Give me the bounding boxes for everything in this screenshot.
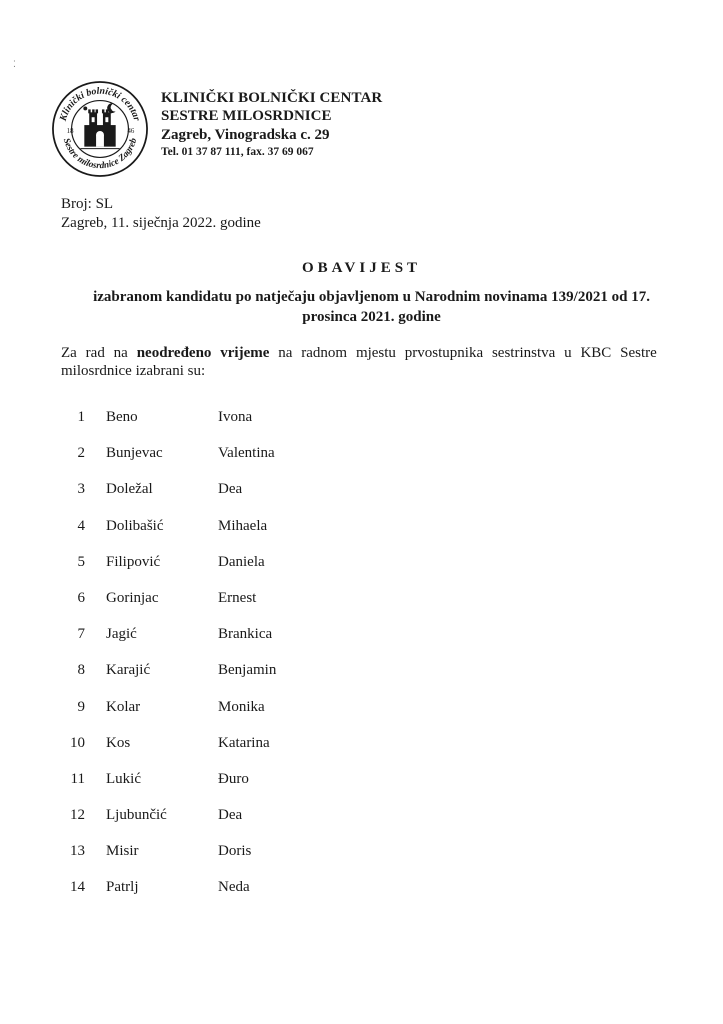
candidate-row: [0, 554, 723, 590]
intro-emphasis: vrijeme: [220, 345, 270, 361]
institution-address: Zagreb, Vinogradska c. 29: [161, 127, 330, 143]
intro-word: radnom: [301, 345, 348, 361]
candidate-surname: Kos: [106, 734, 131, 751]
candidate-surname: Jagić: [106, 626, 137, 643]
row-number: 3: [77, 481, 85, 498]
row-number: 8: [77, 662, 85, 679]
candidate-surname: Lukić: [106, 770, 141, 787]
candidate-row: [0, 771, 723, 807]
row-number: 9: [77, 698, 85, 715]
candidate-row: [0, 843, 723, 879]
candidate-first-name: Daniela: [218, 553, 265, 570]
document-title: OBAVIJEST: [301, 260, 422, 276]
row-number: 1: [77, 409, 85, 425]
candidate-first-name: Ivona: [218, 409, 253, 425]
intro-word: na: [113, 345, 128, 361]
candidate-first-name: Katarina: [218, 734, 270, 751]
institution-name-line1: KLINIČKI BOLNIČKI CENTAR: [161, 90, 383, 106]
svg-text:Sestre milosrdnice Zagreb: Sestre milosrdnice Zagreb: [60, 137, 140, 172]
candidate-first-name: Ernest: [218, 589, 257, 606]
intro-word: Sestre: [620, 345, 657, 361]
candidate-surname: Patrlj: [106, 879, 139, 896]
row-number: 14: [70, 879, 85, 896]
candidate-surname: Kolar: [106, 698, 141, 715]
candidate-surname: Ljubunčić: [106, 807, 167, 824]
candidate-surname: Karajić: [106, 662, 151, 679]
document-meta: [61, 195, 261, 233]
candidate-row: [0, 518, 723, 554]
intro-paragraph: [61, 344, 657, 380]
intro-word: sestrinstva: [491, 345, 556, 361]
subtitle-line1: izabranom kandidatu po natječaju objavljenom u Narodnim novinama 139/2021 od 17.: [93, 289, 650, 305]
candidate-first-name: Benjamin: [218, 662, 277, 679]
row-number: 6: [77, 589, 85, 606]
candidate-first-name: Dea: [218, 481, 243, 498]
institution-header: [161, 89, 382, 160]
row-number: 10: [70, 734, 85, 751]
intro-word: prvostupnika: [404, 345, 484, 361]
candidate-row: [0, 807, 723, 843]
candidate-surname: Doležal: [106, 481, 153, 498]
row-number: 2: [77, 445, 85, 462]
subtitle-line2: prosinca 2021. godine: [302, 309, 441, 325]
institution-phone-fax: Tel. 01 37 87 111, fax. 37 69 067: [161, 146, 314, 158]
intro-emphasis: neodređeno: [136, 345, 212, 361]
candidate-first-name: Brankica: [218, 626, 273, 643]
svg-text:46: 46: [127, 127, 135, 135]
intro-word: KBC: [580, 345, 612, 361]
row-number: 11: [70, 770, 85, 787]
intro-line1: [61, 344, 657, 362]
candidate-first-name: Valentina: [218, 445, 275, 462]
intro-line2: milosrdnice izabrani su:: [61, 363, 206, 379]
candidate-first-name: Monika: [218, 698, 265, 715]
candidate-first-name: Neda: [218, 879, 250, 896]
edge-mark: ⁚: [13, 59, 16, 69]
candidate-row: [0, 662, 723, 698]
candidate-first-name: Dea: [218, 807, 243, 824]
candidate-first-name: Mihaela: [218, 517, 268, 534]
candidate-list: [0, 409, 723, 916]
candidate-surname: Bunjevac: [106, 445, 163, 462]
row-number: 12: [70, 807, 85, 824]
candidate-surname: Misir: [106, 843, 139, 860]
intro-word: na: [278, 345, 293, 361]
candidate-row: [0, 626, 723, 662]
intro-word: rad: [85, 345, 105, 361]
institution-name-line2: SESTRE MILOSRDNICE: [161, 108, 332, 124]
candidate-row: [0, 735, 723, 771]
row-number: 5: [77, 553, 85, 570]
document-subtitle: [80, 287, 663, 327]
candidate-row: [0, 879, 723, 915]
candidate-surname: Dolibašić: [106, 517, 164, 534]
candidate-row: [0, 445, 723, 481]
candidate-row: [0, 409, 723, 445]
svg-text:Klinički bolnički centar: Klinički bolnički centar: [57, 85, 143, 123]
svg-text:18: 18: [66, 127, 74, 135]
intro-word: u: [564, 345, 572, 361]
row-number: 13: [70, 843, 85, 860]
candidate-row: [0, 481, 723, 517]
candidate-surname: Gorinjac: [106, 589, 159, 606]
candidate-surname: Filipović: [106, 553, 161, 570]
row-number: 7: [77, 626, 85, 643]
candidate-row: [0, 699, 723, 735]
place-and-date: Zagreb, 11. siječnja 2022. godine: [61, 215, 261, 231]
intro-word: mjestu: [355, 345, 396, 361]
intro-word: Za: [61, 345, 77, 361]
candidate-surname: Beno: [106, 409, 138, 425]
row-number: 4: [77, 517, 85, 534]
candidate-first-name: Đuro: [218, 770, 249, 787]
reference-number: Broj: SL: [61, 196, 114, 212]
candidate-first-name: Doris: [218, 843, 252, 860]
hospital-seal-logo: [51, 80, 149, 178]
candidate-row: [0, 590, 723, 626]
